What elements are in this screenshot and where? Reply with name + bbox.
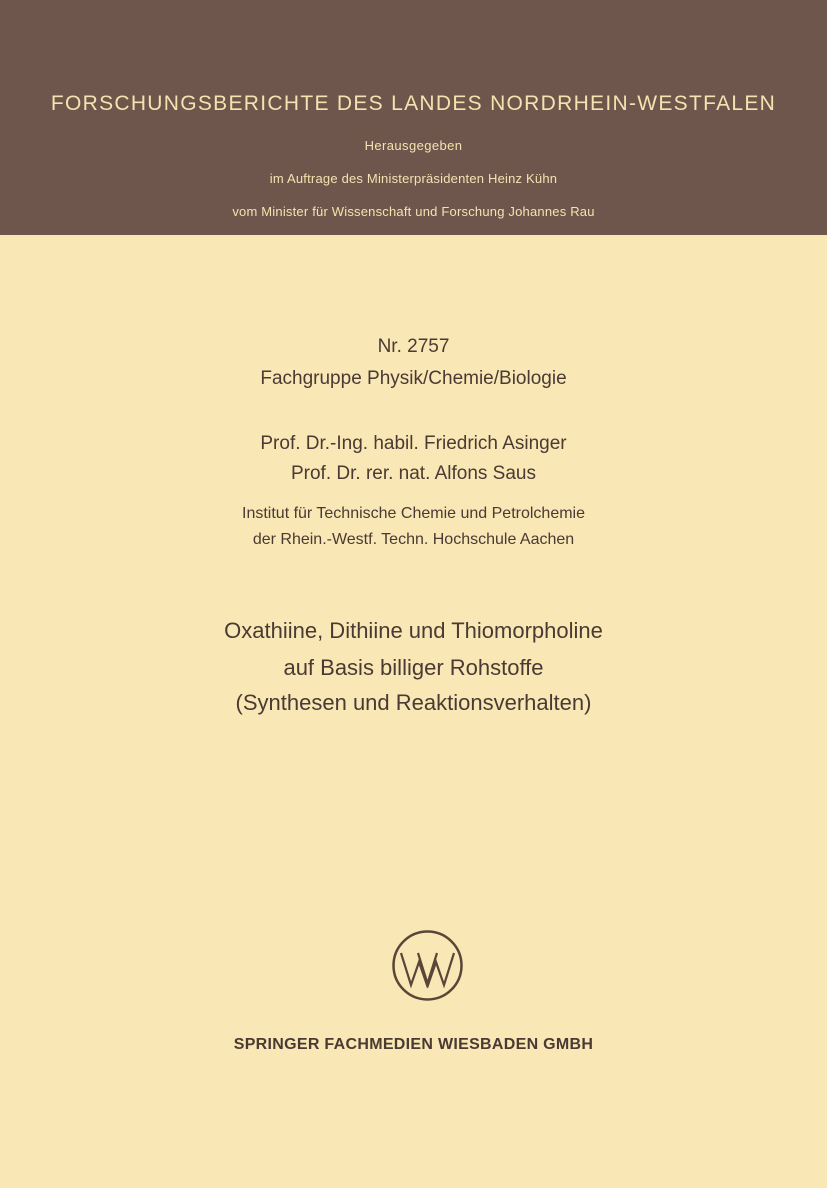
report-number: Nr. 2757 bbox=[377, 336, 450, 357]
title-line-3: (Synthesen und Reaktionsverhalten) bbox=[235, 690, 592, 715]
institute-line-2: der Rhein.-Westf. Techn. Hochschule Aachen bbox=[252, 531, 575, 548]
header-band bbox=[0, 0, 827, 235]
westdeutscher-verlag-logo-icon bbox=[391, 929, 464, 1002]
series-title: FORSCHUNGSBERICHTE DES LANDES NORDRHEIN-WESTFALEN bbox=[50, 92, 777, 115]
publisher: SPRINGER FACHMEDIEN WIESBADEN GMBH bbox=[233, 1036, 594, 1053]
author-1: Prof. Dr.-Ing. habil. Friedrich Asinger bbox=[260, 433, 567, 454]
title-line-1: Oxathiine, Dithiine und Thiomorpholine bbox=[224, 618, 603, 643]
title-line-2: auf Basis billiger Rohstoffe bbox=[283, 655, 544, 680]
institute-line-1: Institut für Technische Chemie und Petrolchemie bbox=[242, 505, 585, 522]
editor-line-3: vom Minister für Wissenschaft und Forschung Johannes Rau bbox=[232, 204, 595, 219]
subject-group: Fachgruppe Physik/Chemie/Biologie bbox=[260, 368, 567, 389]
editor-line-2: im Auftrage des Ministerpräsidenten Heinz Kühn bbox=[269, 171, 558, 186]
author-2: Prof. Dr. rer. nat. Alfons Saus bbox=[290, 463, 536, 484]
editor-line-1: Herausgegeben bbox=[364, 138, 463, 153]
